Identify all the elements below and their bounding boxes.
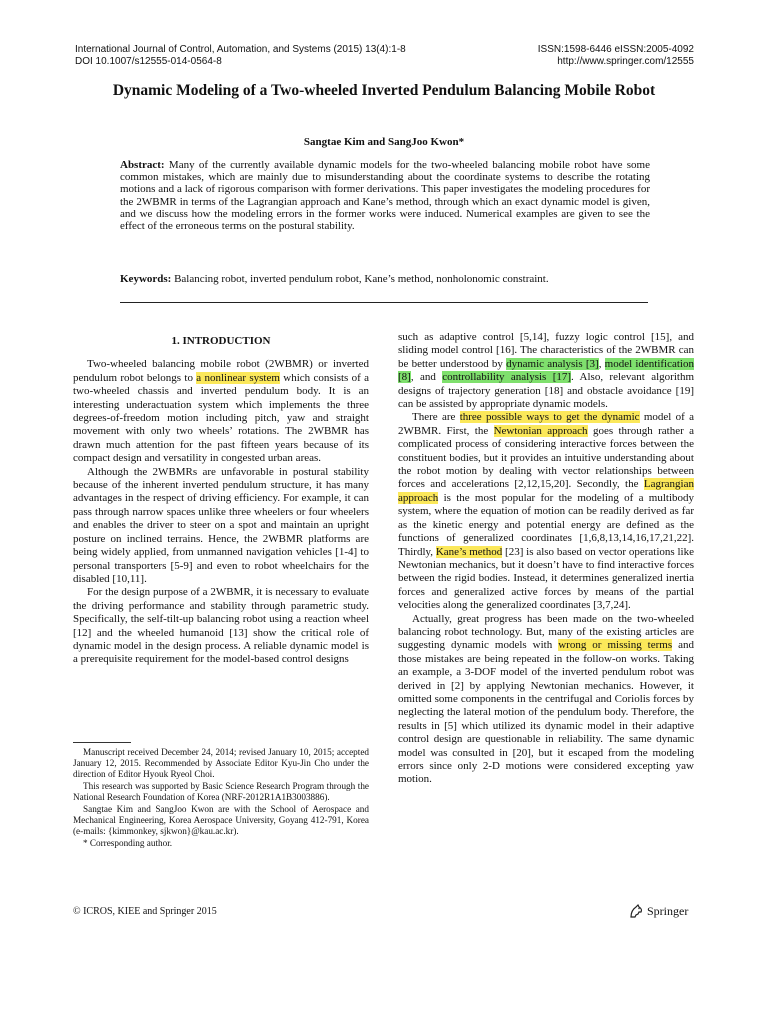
section-divider	[120, 302, 648, 303]
paragraph: Although the 2WBMRs are unfavorable in postural stability because of the inherent inverted pendulum structure, it has many advantages in the respect of driving efficiency. For example, it can pass through narrow spaces unlike three wheelers or four wheelers and enables the driver to steer on a spot and maintain an upright posture on inclined terrains. Hence, the 2WBMR platforms are being widely applied, from unmanned navigation vehicles [1-4] to personal transporters [5-9] and even to robot wheelchairs for the disabled [10,11].	[73, 465, 369, 585]
highlight[interactable]: wrong or missing terms	[558, 639, 673, 652]
highlight[interactable]: Lagrangian approach	[398, 478, 694, 504]
journal-header-left	[75, 44, 406, 68]
footnotes	[73, 747, 369, 850]
text-run: . Also, relevant algorithm designs of trajectory generation [18] and obstacle avoidance [19] can be assisted by appropriate dynamic models.	[398, 371, 694, 411]
text-run: ,	[598, 357, 605, 370]
footnote-corresponding: * Corresponding author.	[83, 838, 173, 848]
journal-citation: International Journal of Control, Automation, and Systems (2015) 13(4):1-8	[75, 44, 406, 55]
paper-title: Dynamic Modeling of a Two-wheeled Inverted Pendulum Balancing Mobile Robot	[112, 82, 656, 99]
authors: Sangtae Kim and SangJoo Kwon*	[303, 136, 465, 148]
text-run: which consists of a two-wheeled chassis and inverted pendulum body. It is an interesting underactuation system which implements the three degrees-of-freedom motion including pitch, yaw and straight movement with only two wheels’ rotations. The 2WBMR has drawn much attention for the past fifteen years because of its compact design and versatility in congested urban areas.	[73, 371, 370, 465]
paragraph	[398, 613, 694, 787]
abstract-text: Many of the currently available dynamic models for the two-wheeled balancing mobile robot have some common mistakes, which are mainly due to misunderstanding about the coordinate systems to describe the rotating motions and a lack of rigorous comparison with former derivations. This paper investigates the modeling procedures for the 2WBMR in terms of the Lagrangian approach and Kane’s method, through which an exact dynamic model is given, and we discuss how the modeling errors in the former works were induced. Numerical examples are given to see the effect of the erroneous terms on the postural stability.	[120, 159, 650, 233]
highlight[interactable]: model identification [8]	[398, 357, 694, 384]
paragraph	[73, 358, 369, 465]
highlight[interactable]: controllability analysis [17]	[442, 371, 572, 384]
footnote-rule	[73, 742, 131, 743]
highlight[interactable]: Kane’s method	[435, 545, 503, 558]
abstract-label: Abstract:	[120, 159, 165, 171]
text-run: such as adaptive control [5,14], fuzzy logic control [15], and sliding model control [16]. The characteristics of the 2WBMR can be better understood by	[398, 331, 694, 370]
footnote-affiliation: Sangtae Kim and SangJoo Kwon are with the School of Aerospace and Mechanical Engineering, Korea Aerospace University, Goyang 412-791, Korea (e-mails: {kimmonkey, sjkwon}@kau.ac.kr).	[73, 804, 369, 836]
text-run: is the most popular for the modeling of a multibody system, where the equation of motion can be readily derived as far as the kinetic energy and potential energy are defined as the functions of generalized coordinates [1,6,8,13,14,16,17,21,22]. Thirdly,	[398, 491, 694, 558]
highlight[interactable]: three possible ways to get the dynamic	[459, 411, 640, 424]
text-run: and those mistakes are being repeated in the follow-on works. Taking an example, a 3-DOF model of the inverted pendulum robot was derived in [2] by applying Newtonian mechanics. However, it omitted some components in the centrifugal and Coriolis forces by neglecting the lateral motion of the pendulum body. Therefore, the results in [5] which utilized its dynamic model in their adaptive control design are questionable in reliability. The same dynamic model was consulted in [20], but it escaped from the modeling errors since only 2-D motions were considered excepting yaw motion.	[398, 639, 694, 786]
issn: ISSN:1598-6446 eISSN:2005-4092	[537, 44, 694, 55]
text-run: [23] is also based on vector operations like Newtonian mechanics, but it doesn’t have to find interactive forces between the rigid bodies. Instead, it determines generalized inertia forces and generalized active forces by means of the partial velocities along the generalized coordinates [3,7,24].	[398, 545, 694, 612]
copyright: © ICROS, KIEE and Springer 2015	[73, 906, 217, 917]
text-run: goes through rather a complicated process of considering interactive forces between the constituent bodies, but it provides an intuitive understanding about the robot motion by dealing with vector relationships between forces and accelerations [2,12,15,20]. Secondly, the	[398, 424, 694, 491]
text-run: There are	[412, 411, 460, 424]
highlight[interactable]: Newtonian approach	[493, 424, 588, 437]
highlight[interactable]: a nonlinear system	[196, 371, 280, 384]
text-run: model of a 2WBMR. First, the	[398, 411, 695, 437]
paragraph: For the design purpose of a 2WBMR, it is necessary to evaluate the driving performance and stability through parametric study. Specifically, the self-tilt-up balancing robot using a reaction wheel [12] and the wheeled humanoid [13] show the critical role of dynamic model in the design process. A reliable dynamic model is a prerequisite requirement for the model-based control designs	[73, 586, 369, 666]
footnote-manuscript: Manuscript received December 24, 2014; revised January 10, 2015; accepted January 12, 2015. Recommended by Associate Editor Kyu-Jin Cho under the direction of Editor Hyouk Ryeol Choi.	[73, 747, 369, 779]
publisher-name: Springer	[647, 903, 689, 918]
publisher-logo	[628, 903, 688, 919]
left-column	[73, 331, 369, 667]
footnote-funding: This research was supported by Basic Science Research Program through the National Research Foundation of Korea (NRF-2012R1A1B3003886).	[73, 781, 369, 802]
doi: DOI 10.1007/s12555-014-0564-8	[75, 56, 222, 67]
keywords-text: Balancing robot, inverted pendulum robot, Kane’s method, nonholonomic constraint.	[171, 273, 549, 285]
springer-horse-icon	[628, 903, 644, 919]
paragraph	[398, 411, 694, 612]
keywords-label: Keywords:	[120, 273, 172, 285]
journal-header-right	[538, 44, 694, 68]
text-run: Actually, great progress has been made on the two-wheeled balancing robot technology. But, many of the existing articles are suggesting dynamic models with	[398, 612, 694, 652]
text-run: Two-wheeled balancing mobile robot (2WBMR) or inverted pendulum robot belongs to	[73, 358, 369, 384]
journal-url[interactable]: http://www.springer.com/12555	[557, 56, 694, 67]
section-heading: 1. INTRODUCTION	[171, 335, 271, 347]
abstract	[120, 159, 650, 232]
text-run: , and	[410, 371, 443, 384]
keywords	[120, 273, 650, 286]
paragraph	[398, 331, 694, 411]
right-column	[398, 331, 694, 787]
highlight[interactable]: dynamic analysis [3]	[506, 357, 599, 370]
